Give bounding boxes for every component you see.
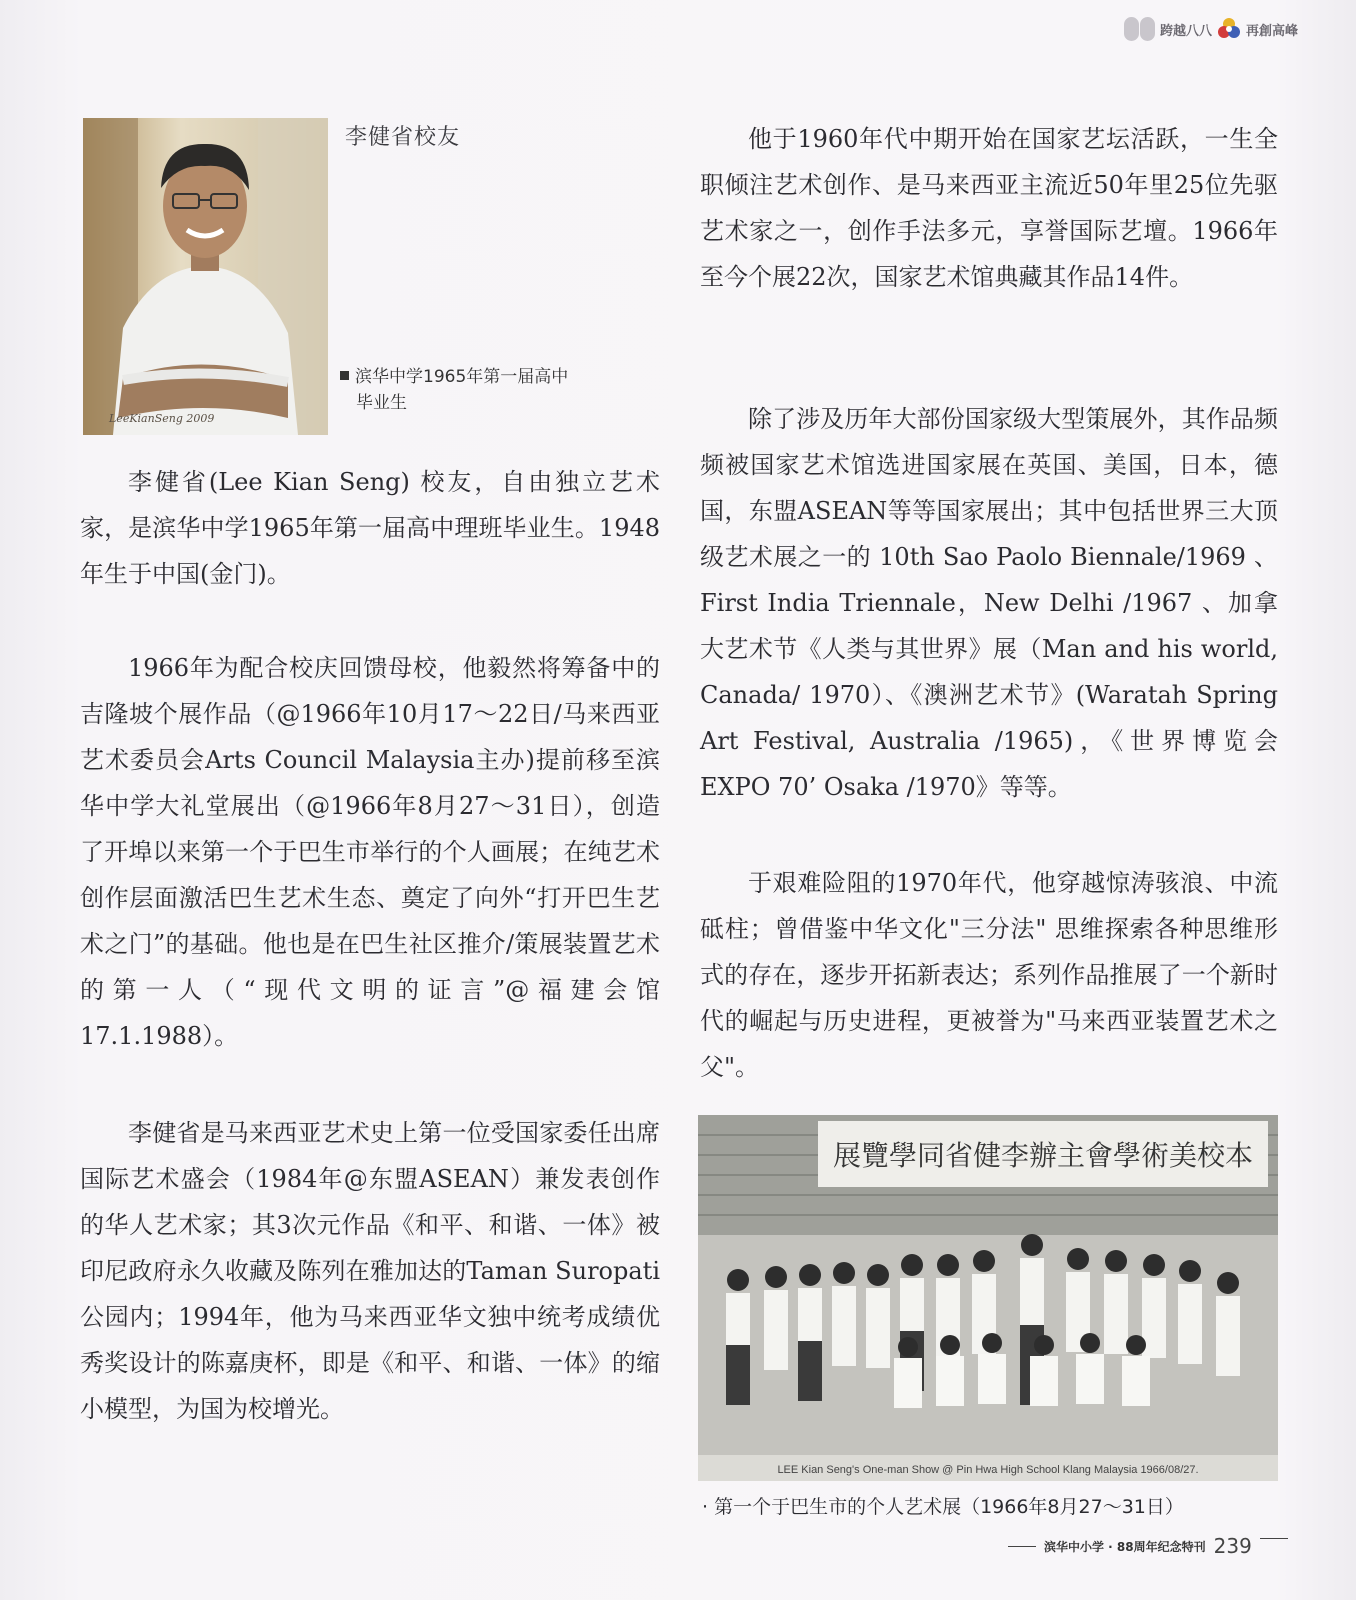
group-photo-image <box>698 1115 1278 1481</box>
page-footer <box>1008 1534 1288 1558</box>
photo-banner-text: 展覽學同省健李辦主會學術美校本 <box>832 1139 1254 1172</box>
right-paragraph-3: 于艰难险阻的1970年代，他穿越惊涛骇浪、中流砥柱；曾借鉴中华文化"三分法" 思维探索各种思维形式的存在，逐步开拓新表达；系列作品推展了一个新时代的崛起与历史进程，更被誉为"马来西亚装置艺术之父"。 <box>700 869 1278 1081</box>
header-left-text: 跨越八八 <box>1159 23 1212 39</box>
page-header <box>1124 16 1298 42</box>
left-paragraph-3: 李健省是马来西亚艺术史上第一位受国家委任出席国际艺术盛会（1984年@东盟ASEAN）兼发表创作的华人艺术家；其3次元作品《和平、和谐、一体》被印尼政府永久收藏及陈列在雅加达的Taman Suropati公园内；1994年，他为马来西亚华文独中统考成绩优秀奖设计的陈嘉庚杯，即是《和平、和谐、一体》的缩小模型，为国为校增光。 <box>80 1119 660 1423</box>
portrait-image <box>83 118 328 435</box>
photo-caption: · 第一个于巴生市的个人艺术展（1966年8月27～31日） <box>702 1496 1184 1518</box>
page-number: 239 <box>1213 1534 1252 1558</box>
footer-rule-right <box>1260 1538 1288 1539</box>
portrait-note-line2: 毕业生 <box>356 393 407 413</box>
portrait-note <box>340 364 610 416</box>
photo-signature: LeeKianSeng 2009 <box>109 412 215 425</box>
right-paragraph-2: 除了涉及历年大部份国家级大型策展外，其作品频频被国家艺术馆选进国家展在英国、美国，日本，德国，东盟ASEAN等等国家展出；其中包括世界三大顶级艺术展之一的 10th Sao Paolo Biennale/1969 、First India Triennale，New Delhi /1967 、加拿大艺术节《人类与其世界》展（Man and his world, Canada/ 1970）、《澳洲艺术节》(Waratah Spring Art Festival, Australia /1965)，《世界博览会EXPO 70’ Osaka /1970》等等。 <box>700 405 1278 801</box>
footer-publication: 滨华中小学 · 88周年纪念特刊 <box>1044 1539 1206 1554</box>
header-right-text: 再創高峰 <box>1245 23 1298 39</box>
photo-credit: LEE Kian Seng's One-man Show @ Pin Hwa High School Klang Malaysia 1966/08/27. <box>777 1464 1199 1476</box>
portrait-name: 李健省校友 <box>345 125 461 150</box>
left-paragraph-2: 1966年为配合校庆回馈母校，他毅然将筹备中的吉隆坡个展作品（@1966年10月17～22日/马来西亚艺术委员会Arts Council Malaysia主办)提前移至滨华中学大礼堂展出（@1966年8月27～31日），创造了开埠以来第一个于巴生市举行的个人画展；在纯艺术创作层面激活巴生艺术生态、奠定了向外“打开巴生艺术之门”的基础。他也是在巴生社区推介/策展装置艺术的第一人（“现代文明的证言”@福建会馆17.1.1988）。 <box>80 654 660 1050</box>
footer-rule-left <box>1008 1546 1036 1547</box>
bullet-icon <box>340 371 349 380</box>
right-paragraph-1: 他于1960年代中期开始在国家艺坛活跃，一生全职倾注艺术创作、是马来西亚主流近50年里25位先驱艺术家之一，创作手法多元，享誉国际艺壇。1966年至今个展22次，国家艺术馆典藏其作品14件。 <box>700 125 1278 291</box>
group-photo <box>698 1115 1278 1481</box>
portrait-note-line1: 滨华中学1965年第一届高中 <box>355 367 569 387</box>
eighty-eight-icon <box>1124 17 1156 41</box>
school-logo-icon <box>1216 16 1242 42</box>
left-paragraph-1: 李健省(Lee Kian Seng) 校友，自由独立艺术家，是滨华中学1965年第一届高中理班毕业生。1948年生于中国(金门)。 <box>80 468 660 588</box>
portrait-photo <box>83 118 328 435</box>
